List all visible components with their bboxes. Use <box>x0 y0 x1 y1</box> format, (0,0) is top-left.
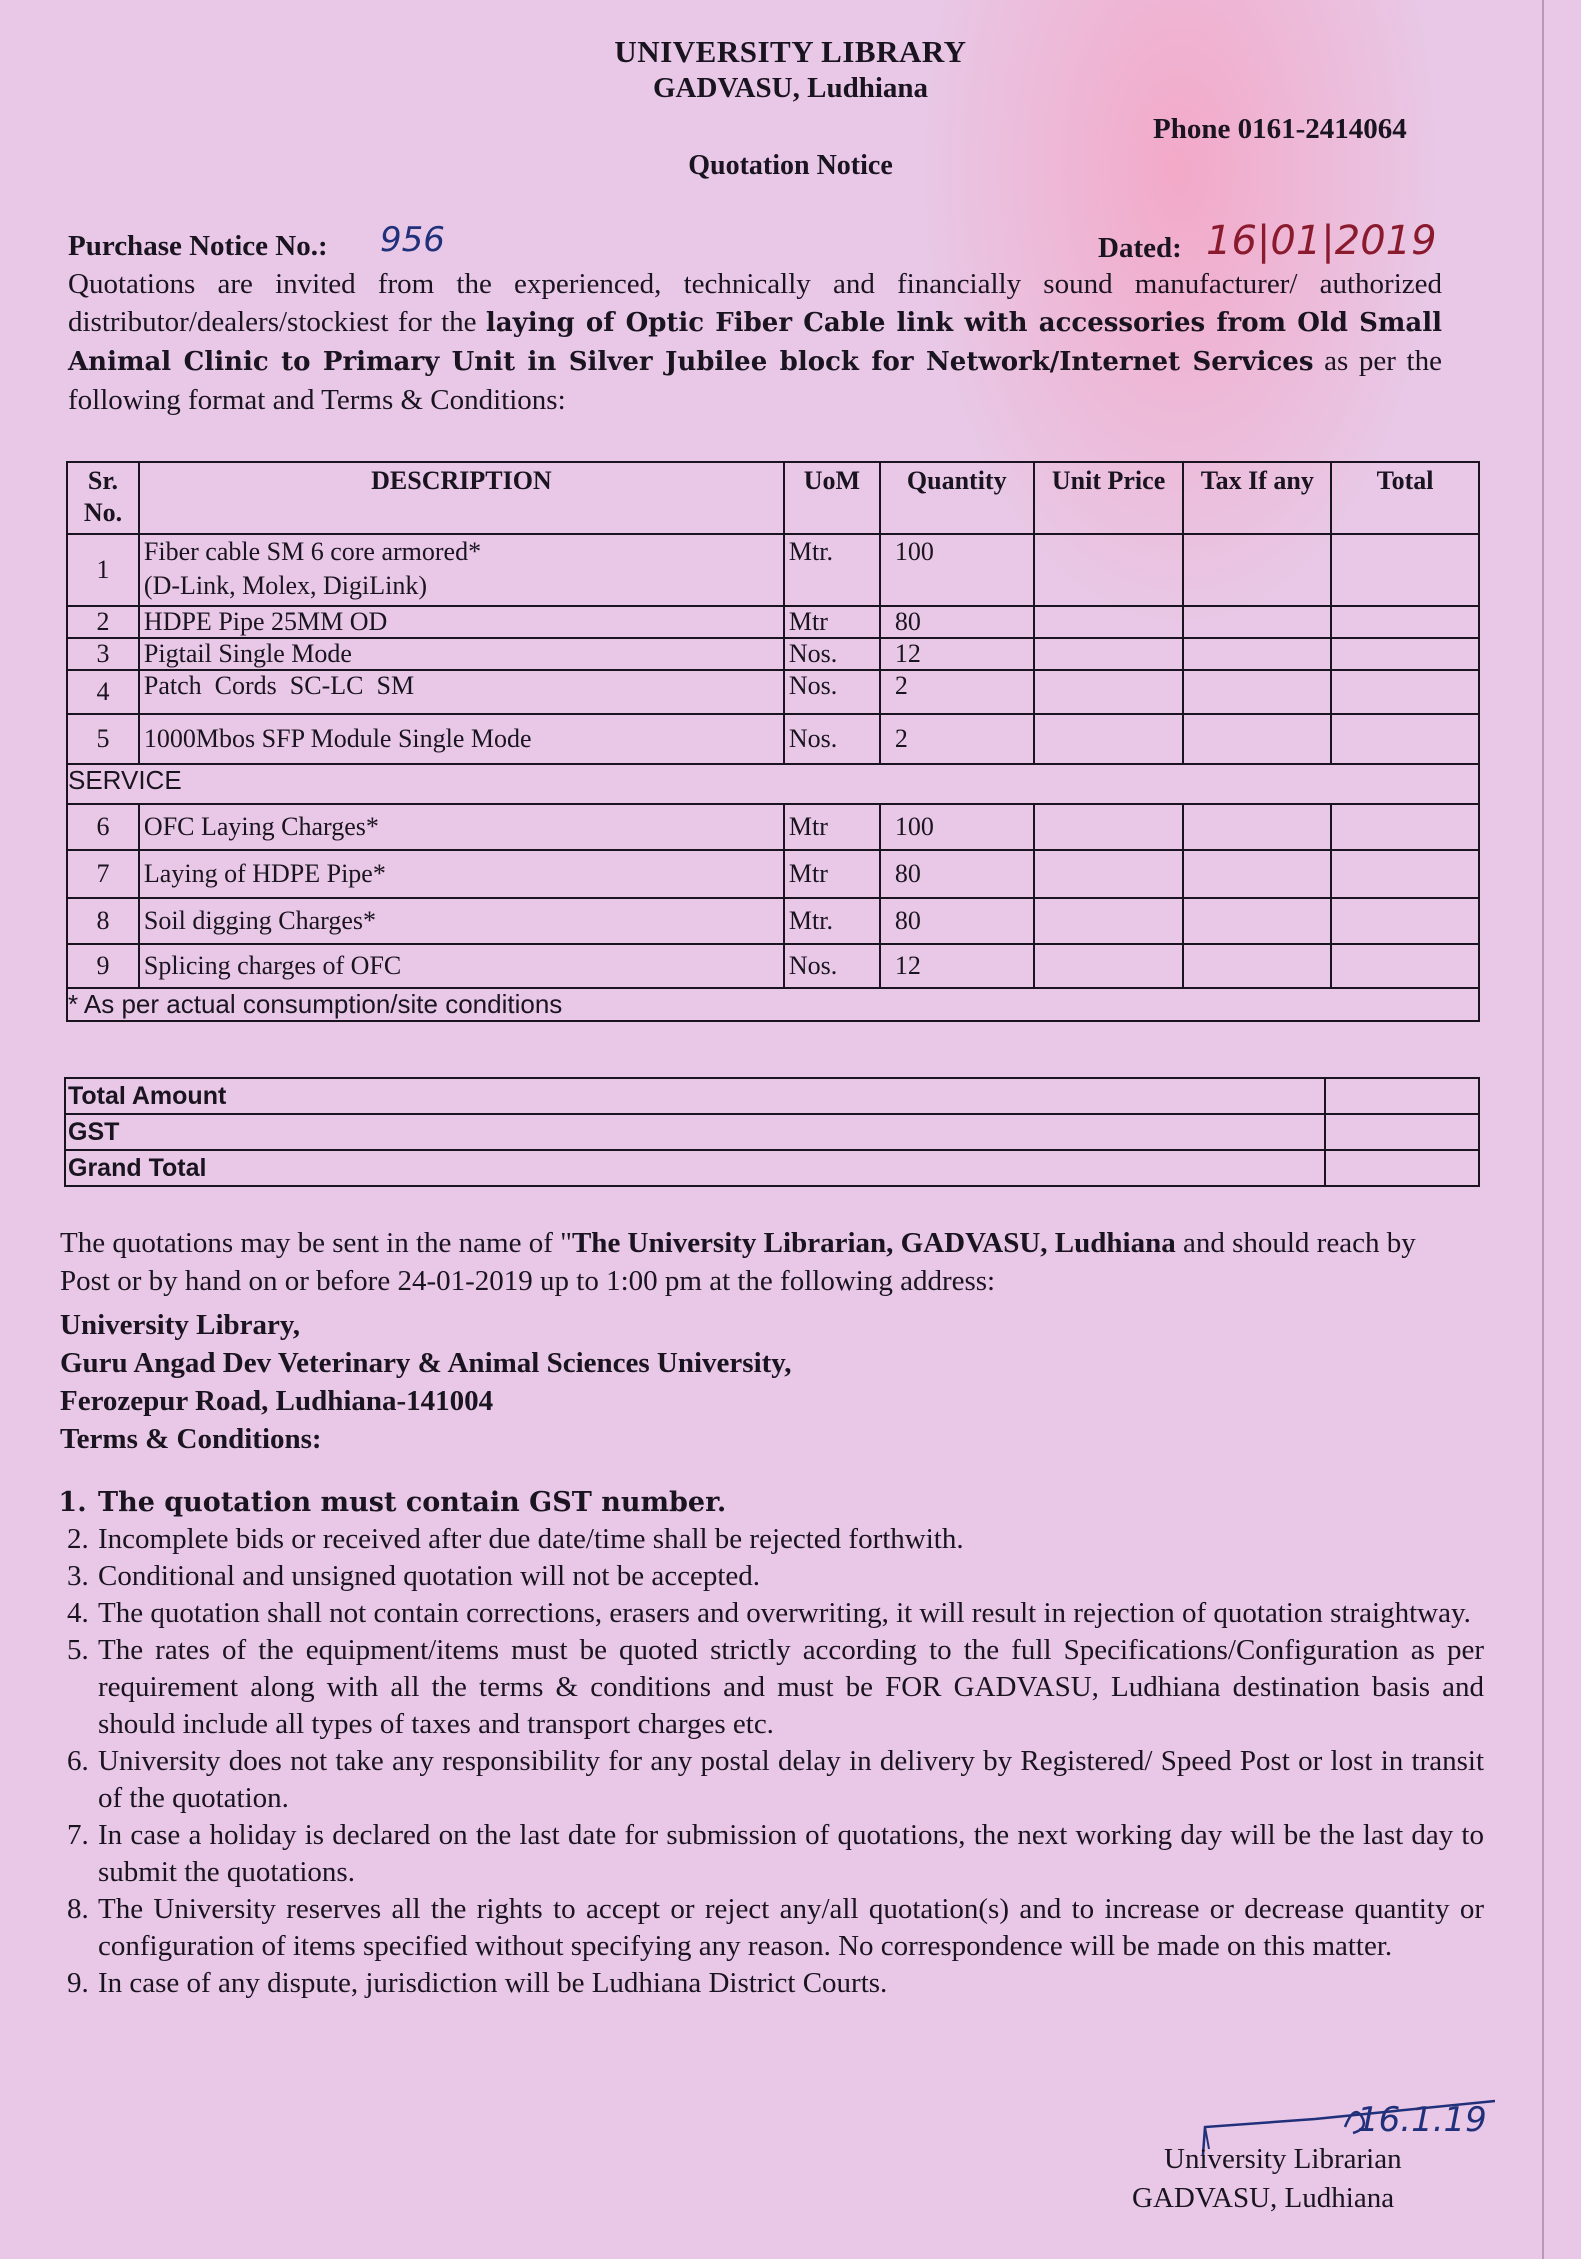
cell-total <box>1331 898 1479 944</box>
dated-value: 16|01|2019 <box>1206 218 1437 264</box>
cell-description: 1000Mbos SFP Module Single Mode <box>139 714 784 764</box>
footnote-row <box>67 988 1479 1021</box>
table-row <box>67 534 1479 606</box>
cell-unit-price <box>1034 714 1184 764</box>
table-row <box>65 1078 1479 1114</box>
terms-list <box>58 1484 1484 2002</box>
grand-total-value <box>1325 1150 1479 1186</box>
cell-tax <box>1183 714 1331 764</box>
cell-uom: Mtr <box>784 606 880 638</box>
cell-total <box>1331 670 1479 714</box>
notice-title: Quotation Notice <box>688 150 893 181</box>
cell-sr: 7 <box>67 850 139 898</box>
submission-text-1: The quotations may be sent in the name of " <box>60 1227 572 1259</box>
intro-text-2: as per the following format and Terms & Conditions: <box>68 345 1442 416</box>
cell-unit-price <box>1034 850 1184 898</box>
cell-quantity: 80 <box>880 606 1034 638</box>
cell-description: OFC Laying Charges* <box>139 804 784 850</box>
table-header-row <box>67 462 1479 534</box>
cell-sr: 9 <box>67 944 139 988</box>
cell-description: HDPE Pipe 25MM OD <box>139 606 784 638</box>
header-quantity: Quantity <box>880 462 1034 534</box>
submission-paragraph <box>60 1224 1446 1300</box>
header-subtitle: GADVASU, Ludhiana <box>652 72 929 104</box>
header-tax: Tax If any <box>1183 462 1331 534</box>
gst-label: GST <box>65 1114 1325 1150</box>
cell-total <box>1331 944 1479 988</box>
table-row <box>67 638 1479 670</box>
cell-tax <box>1183 804 1331 850</box>
table-row <box>67 606 1479 638</box>
table-footnote: * As per actual consumption/site conditions <box>67 988 1479 1021</box>
cell-uom: Nos. <box>784 944 880 988</box>
cell-description: Soil digging Charges* <box>139 898 784 944</box>
address-line: University Library, <box>60 1309 301 1341</box>
cell-tax <box>1183 670 1331 714</box>
list-item: 5. The rates of the equipment/items must be quoted strictly according to the full Specifications/Configuration as per requirement along with all the terms & conditions and must be FOR GADVASU, Ludhiana destination basis and should include all types of taxes and transport charges etc. <box>96 1632 1484 1743</box>
intro-bold-text: laying of Optic Fiber Cable link with accessories from Old Small Animal Clinic to Primary Unit in Silver Jubilee block for Network/Internet Services <box>68 308 1442 377</box>
list-item: 3. Conditional and unsigned quotation will not be accepted. <box>96 1558 1484 1595</box>
cell-uom: Mtr. <box>784 534 880 606</box>
grand-total-label: Grand Total <box>65 1150 1325 1186</box>
cell-quantity: 2 <box>880 670 1034 714</box>
table-row <box>65 1114 1479 1150</box>
cell-uom: Mtr <box>784 850 880 898</box>
header-uom: UoM <box>784 462 880 534</box>
list-item: 2. Incomplete bids or received after due date/time shall be rejected forthwith. <box>96 1521 1484 1558</box>
cell-sr: 5 <box>67 714 139 764</box>
cell-uom: Mtr <box>784 804 880 850</box>
cell-quantity: 100 <box>880 534 1034 606</box>
terms-heading: Terms & Conditions: <box>60 1423 322 1455</box>
cell-sr: 4 <box>67 670 139 714</box>
cell-unit-price <box>1034 670 1184 714</box>
intro-text-1: Quotations are invited from the experienced, technically and financially sound manufacturer/ authorized distributor/dealers/stockiest for the <box>68 268 1442 338</box>
list-item: 8. The University reserves all the rights to accept or reject any/all quotation(s) and to increase or decrease quantity or configuration of items specified without specifying any reason. No correspondence will be made on this matter. <box>96 1891 1484 1965</box>
cell-sr: 3 <box>67 638 139 670</box>
cell-total <box>1331 714 1479 764</box>
address-block <box>60 1306 791 1458</box>
table-row <box>67 850 1479 898</box>
cell-quantity: 12 <box>880 638 1034 670</box>
cell-sr: 1 <box>67 534 139 606</box>
list-item: 7. In case a holiday is declared on the last date for submission of quotations, the next working day will be the last day to submit the quotations. <box>96 1817 1484 1891</box>
cell-uom: Nos. <box>784 670 880 714</box>
service-row <box>67 764 1479 804</box>
cell-sr: 2 <box>67 606 139 638</box>
list-item: 6. University does not take any responsibility for any postal delay in delivery by Registered/ Speed Post or lost in transit of the quotation. <box>96 1743 1484 1817</box>
cell-description-line: (D-Link, Molex, DigiLink) <box>143 571 427 600</box>
signature-date: 16.1.19 <box>1357 2100 1487 2140</box>
submission-bold-text: The University Librarian, GADVASU, Ludhiana <box>571 1227 1176 1259</box>
cell-sr: 6 <box>67 804 139 850</box>
cell-tax <box>1183 606 1331 638</box>
header-sr: Sr. No. <box>67 462 139 534</box>
list-item: 1. The quotation must contain GST number. <box>96 1484 1484 1521</box>
cell-quantity: 12 <box>880 944 1034 988</box>
cell-uom: Nos. <box>784 714 880 764</box>
list-item: 4. The quotation shall not contain corrections, erasers and overwriting, it will result in rejection of quotation straightway. <box>96 1595 1484 1632</box>
table-row <box>67 714 1479 764</box>
phone-number: Phone 0161-2414064 <box>1153 113 1407 145</box>
cell-uom: Mtr. <box>784 898 880 944</box>
purchase-notice-number: 956 <box>380 220 445 260</box>
cell-unit-price <box>1034 804 1184 850</box>
header-description: DESCRIPTION <box>139 462 784 534</box>
cell-tax <box>1183 534 1331 606</box>
cell-unit-price <box>1034 606 1184 638</box>
header-unit-price: Unit Price <box>1034 462 1184 534</box>
header-total: Total <box>1331 462 1479 534</box>
cell-tax <box>1183 850 1331 898</box>
cell-tax <box>1183 898 1331 944</box>
cell-unit-price <box>1034 898 1184 944</box>
cell-total <box>1331 850 1479 898</box>
table-row <box>67 944 1479 988</box>
cell-description <box>139 534 784 606</box>
cell-description-line: Fiber cable SM 6 core armored* <box>143 537 482 566</box>
cell-quantity: 2 <box>880 714 1034 764</box>
service-section-label: SERVICE <box>67 764 1479 804</box>
cell-description: Splicing charges of OFC <box>139 944 784 988</box>
cell-unit-price <box>1034 534 1184 606</box>
signatory-institution: GADVASU, Ludhiana <box>1132 2182 1395 2214</box>
cell-tax <box>1183 944 1331 988</box>
cell-sr: 8 <box>67 898 139 944</box>
cell-total <box>1331 534 1479 606</box>
paper-edge <box>1542 0 1544 2259</box>
totals-table <box>64 1077 1480 1187</box>
cell-total <box>1331 638 1479 670</box>
gst-value <box>1325 1114 1479 1150</box>
cell-total <box>1331 606 1479 638</box>
dated-label: Dated: <box>1098 232 1182 264</box>
cell-quantity: 80 <box>880 850 1034 898</box>
table-row <box>67 898 1479 944</box>
total-amount-value <box>1325 1078 1479 1114</box>
table-row <box>67 804 1479 850</box>
cell-quantity: 80 <box>880 898 1034 944</box>
list-item: 9. In case of any dispute, jurisdiction will be Ludhiana District Courts. <box>96 1965 1484 2002</box>
items-table <box>66 461 1480 1022</box>
header-title: UNIVERSITY LIBRARY <box>614 34 967 69</box>
cell-tax <box>1183 638 1331 670</box>
cell-description: Patch Cords SC-LC SM <box>139 670 784 714</box>
cell-unit-price <box>1034 638 1184 670</box>
purchase-notice-label: Purchase Notice No.: <box>68 230 328 262</box>
table-row <box>67 670 1479 714</box>
address-line: Ferozepur Road, Ludhiana-141004 <box>60 1385 494 1417</box>
table-row <box>65 1150 1479 1186</box>
cell-quantity: 100 <box>880 804 1034 850</box>
total-amount-label: Total Amount <box>65 1078 1325 1114</box>
notice-info-row <box>68 218 1448 266</box>
intro-paragraph <box>68 265 1442 419</box>
cell-uom: Nos. <box>784 638 880 670</box>
signatory-title: University Librarian <box>1164 2143 1402 2175</box>
submission-text-2: and should reach by Post or by hand on or before 24-01-2019 up to 1:00 pm at the following address: <box>60 1227 1416 1297</box>
cell-description: Pigtail Single Mode <box>139 638 784 670</box>
cell-description: Laying of HDPE Pipe* <box>139 850 784 898</box>
cell-total <box>1331 804 1479 850</box>
cell-unit-price <box>1034 944 1184 988</box>
address-line: Guru Angad Dev Veterinary & Animal Sciences University, <box>60 1347 792 1379</box>
